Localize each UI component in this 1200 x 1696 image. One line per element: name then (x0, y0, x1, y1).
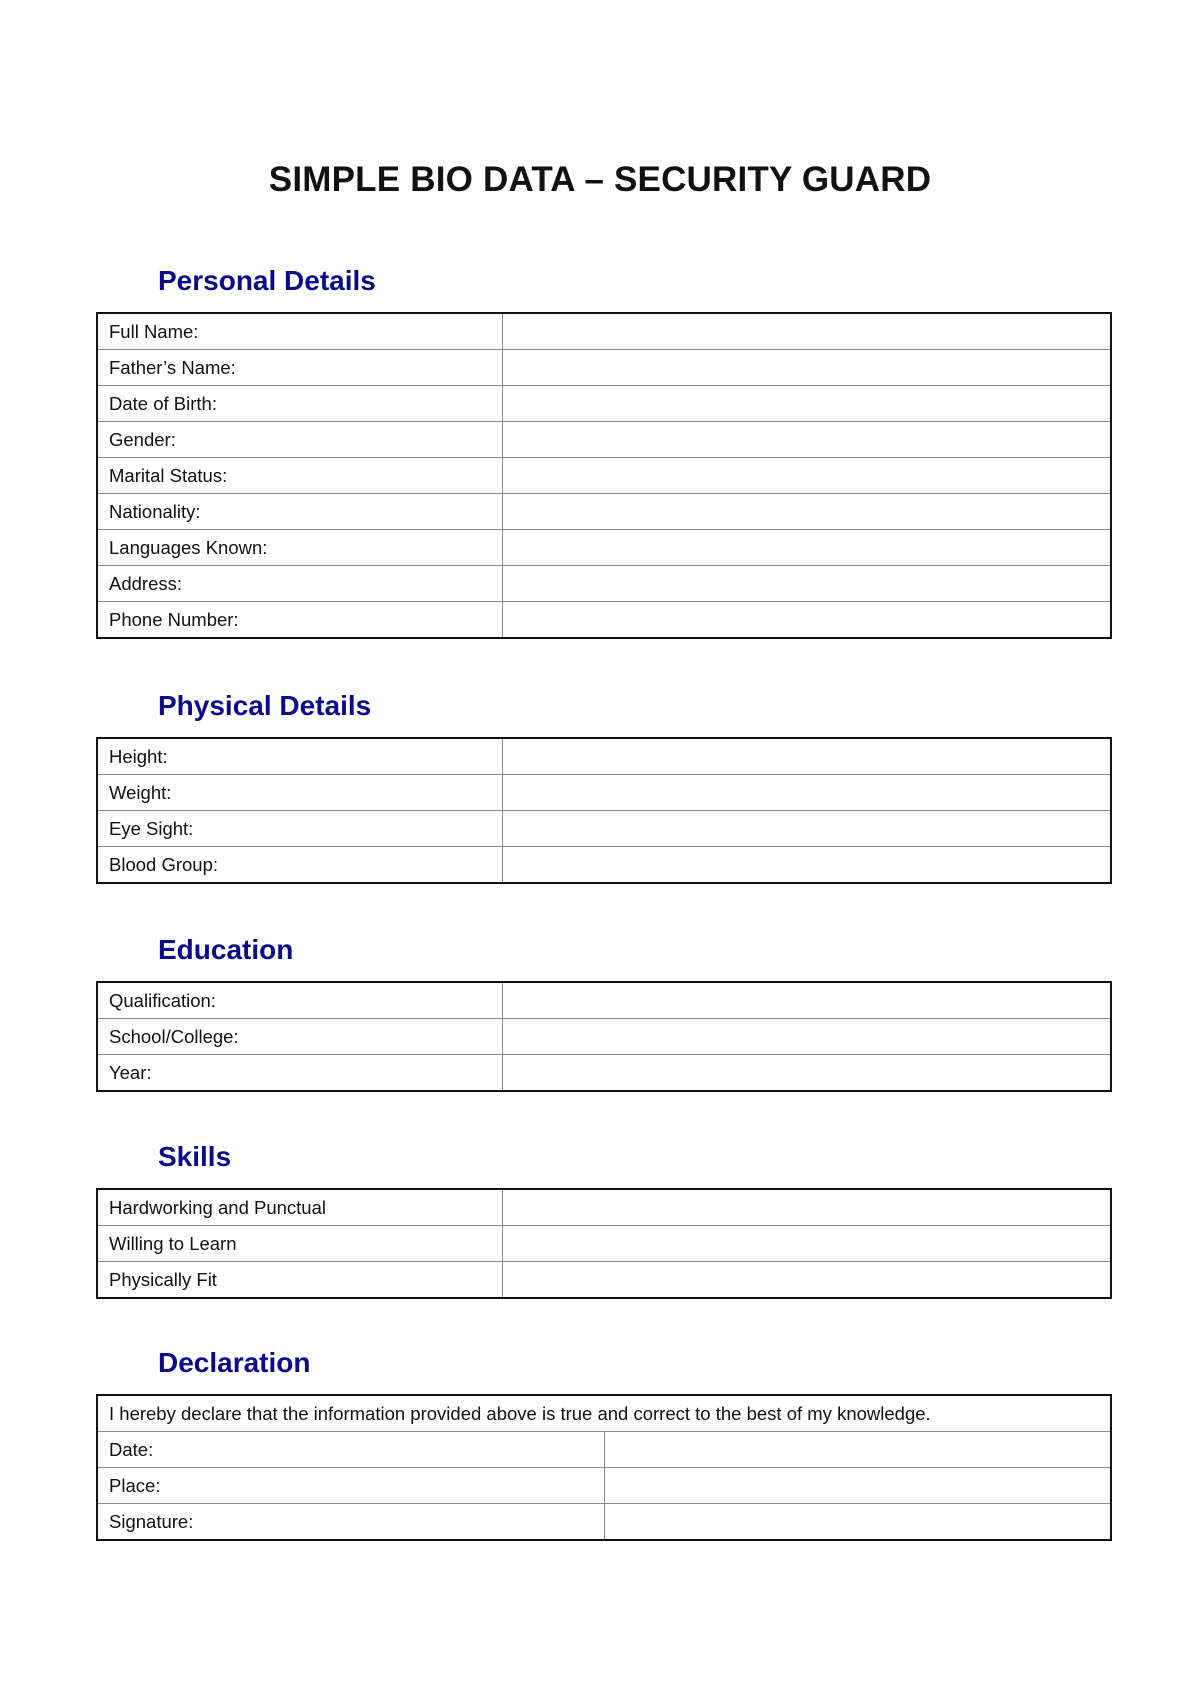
blood-group-field[interactable] (503, 847, 1112, 884)
table-row (97, 350, 1111, 386)
personal-details-heading: Personal Details (158, 265, 376, 296)
table-row (97, 602, 1111, 639)
gender-label: Gender: (97, 422, 503, 458)
signature-label: Signature: (97, 1504, 604, 1541)
school-college-label: School/College: (97, 1019, 503, 1055)
date-label: Date: (97, 1432, 604, 1468)
physical-details-table (96, 737, 1112, 884)
full-name-label: Full Name: (97, 313, 503, 350)
school-college-field[interactable] (503, 1019, 1112, 1055)
table-row (97, 566, 1111, 602)
year-field[interactable] (503, 1055, 1112, 1092)
date-of-birth-field[interactable] (503, 386, 1112, 422)
table-row (97, 811, 1111, 847)
table-row (97, 738, 1111, 775)
languages-known-label: Languages Known: (97, 530, 503, 566)
skills-table (96, 1188, 1112, 1299)
table-row (97, 1395, 1111, 1432)
table-row (97, 458, 1111, 494)
table-row (97, 1504, 1111, 1541)
eye-sight-label: Eye Sight: (97, 811, 503, 847)
personal-details-table (96, 312, 1112, 639)
table-row (97, 1226, 1111, 1262)
table-row (97, 1055, 1111, 1092)
qualification-field[interactable] (503, 982, 1112, 1019)
place-label: Place: (97, 1468, 604, 1504)
table-row (97, 1189, 1111, 1226)
table-row (97, 494, 1111, 530)
eye-sight-field[interactable] (503, 811, 1112, 847)
fathers-name-field[interactable] (503, 350, 1112, 386)
year-label: Year: (97, 1055, 503, 1092)
weight-field[interactable] (503, 775, 1112, 811)
table-row (97, 847, 1111, 884)
nationality-label: Nationality: (97, 494, 503, 530)
phone-number-field[interactable] (503, 602, 1112, 639)
height-field[interactable] (503, 738, 1112, 775)
skills-heading: Skills (158, 1141, 232, 1172)
languages-known-field[interactable] (503, 530, 1112, 566)
declaration-table (96, 1394, 1112, 1541)
height-label: Height: (97, 738, 503, 775)
table-row (97, 775, 1111, 811)
qualification-label: Qualification: (97, 982, 503, 1019)
education-heading: Education (158, 934, 294, 965)
nationality-field[interactable] (503, 494, 1112, 530)
skill-physically-fit-label: Physically Fit (97, 1262, 503, 1299)
address-label: Address: (97, 566, 503, 602)
education-table (96, 981, 1112, 1092)
full-name-field[interactable] (503, 313, 1112, 350)
skill-hardworking-label: Hardworking and Punctual (97, 1189, 503, 1226)
address-field[interactable] (503, 566, 1112, 602)
declaration-heading: Declaration (158, 1347, 311, 1378)
page-title: SIMPLE BIO DATA – SECURITY GUARD (268, 160, 932, 199)
marital-status-label: Marital Status: (97, 458, 503, 494)
table-row (97, 1262, 1111, 1299)
fathers-name-label: Father’s Name: (97, 350, 503, 386)
marital-status-field[interactable] (503, 458, 1112, 494)
table-row (97, 386, 1111, 422)
date-of-birth-label: Date of Birth: (97, 386, 503, 422)
table-row (97, 1468, 1111, 1504)
skill-physically-fit-field[interactable] (503, 1262, 1112, 1299)
place-field[interactable] (604, 1468, 1111, 1504)
skill-willing-to-learn-label: Willing to Learn (97, 1226, 503, 1262)
phone-number-label: Phone Number: (97, 602, 503, 639)
table-row (97, 1019, 1111, 1055)
date-field[interactable] (604, 1432, 1111, 1468)
table-row (97, 1432, 1111, 1468)
table-row (97, 313, 1111, 350)
physical-details-heading: Physical Details (158, 690, 372, 721)
gender-field[interactable] (503, 422, 1112, 458)
weight-label: Weight: (97, 775, 503, 811)
blood-group-label: Blood Group: (97, 847, 503, 884)
signature-field[interactable] (604, 1504, 1111, 1541)
declaration-statement: I hereby declare that the information provided above is true and correct to the best of my knowledge. (109, 1403, 931, 1424)
table-row (97, 982, 1111, 1019)
skill-hardworking-field[interactable] (503, 1189, 1112, 1226)
skill-willing-to-learn-field[interactable] (503, 1226, 1112, 1262)
table-row (97, 530, 1111, 566)
table-row (97, 422, 1111, 458)
